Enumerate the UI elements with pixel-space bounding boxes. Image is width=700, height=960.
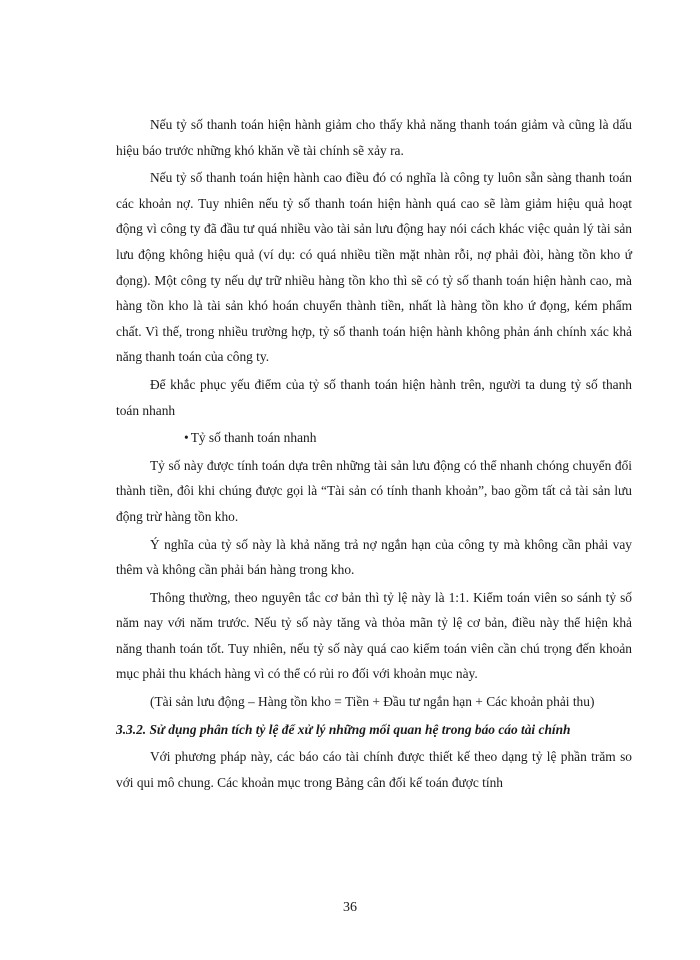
paragraph-quick-ratio-intro: Để khắc phục yếu điểm của tỷ số thanh toán hiện hành trên, người ta dung tỷ số thanh toán nhanh [116,376,632,418]
paragraph-current-ratio-decrease: Nếu tỷ số thanh toán hiện hành giảm cho thấy khả năng thanh toán giảm và cũng là dấu hiệu báo trước những khó khăn về tài chính sẽ xảy ra. [116,117,632,158]
section-heading: 3.3.2. Sử dụng phân tích tỷ lệ để xử lý những mối quan hệ trong báo cáo tài chính [116,721,571,737]
bullet-item-quick-ratio [116,425,632,451]
paragraph-common-size-method: Với phương pháp này, các báo cáo tài chính được thiết kế theo dạng tỷ lệ phần trăm so với qui mô chung. Các khoản mục trong Bảng cân đối kế toán được tính [116,749,632,790]
paragraph-quick-ratio-formula: (Tài sản lưu động – Hàng tồn kho = Tiền + Đầu tư ngắn hạn + Các khoản phải thu) [150,694,595,710]
body-text [116,112,632,795]
paragraph-quick-ratio-rule: Thông thường, theo nguyên tắc cơ bản thì tỷ lệ này là 1:1. Kiểm toán viên so sánh tỷ số năm nay với năm trước. Nếu tỷ số này tăng và thỏa mãn tỷ lệ cơ bản, điều này thể hiện khả năng thanh toán tốt. Tuy nhiên, nếu tỷ số này quá cao kiểm toán viên cần chú trọng đến khoản mục phải thu khách hàng vì có thể có rủi ro đối với khoản mục này. [116,589,632,682]
paragraph-quick-ratio-meaning: Ý nghĩa của tỷ số này là khả năng trả nợ ngắn hạn của công ty mà không cần phải vay thêm và không cần phải bán hàng trong kho. [116,536,632,578]
paragraph-current-ratio-high: Nếu tỷ số thanh toán hiện hành cao điều đó có nghĩa là công ty luôn sẵn sàng thanh toán các khoản nợ. Tuy nhiên nếu tỷ số thanh toán hiện hành quá cao sẽ làm giảm hiệu quả hoạt động vì công ty đã đầu tư quá nhiều vào tài sản lưu động hay nói cách khác việc quản lý tài sản lưu động không hiệu quả (ví dụ: có quá nhiều tiền mặt nhàn rỗi, nợ phải đòi, hàng tồn kho ứ đọng). Một công ty nếu dự trữ nhiều hàng tồn kho thì sẽ có tỷ số thanh toán hiện hành cao, mà hàng tồn kho là tài sản khó hoán chuyển thành tiền, nhất là hàng tồn kho ứ đọng, kém phẩm chất. Vì thế, trong nhiều trường hợp, tỷ số thanh toán hiện hành không phản ánh chính xác khả năng thanh toán của công ty. [116,170,632,365]
page-number: 36 [343,900,357,915]
bullet-icon: • [184,430,189,446]
paragraph-quick-ratio-definition: Tỷ số này được tính toán dựa trên những tài sản lưu động có thể nhanh chóng chuyển đổi thành tiền, đôi khi chúng được gọi là “Tài sản có tính thanh khoản”, bao gồm tất cả tài sản lưu động trừ hàng tồn kho. [116,457,632,524]
bullet-label: Tỷ số thanh toán nhanh [190,430,317,446]
